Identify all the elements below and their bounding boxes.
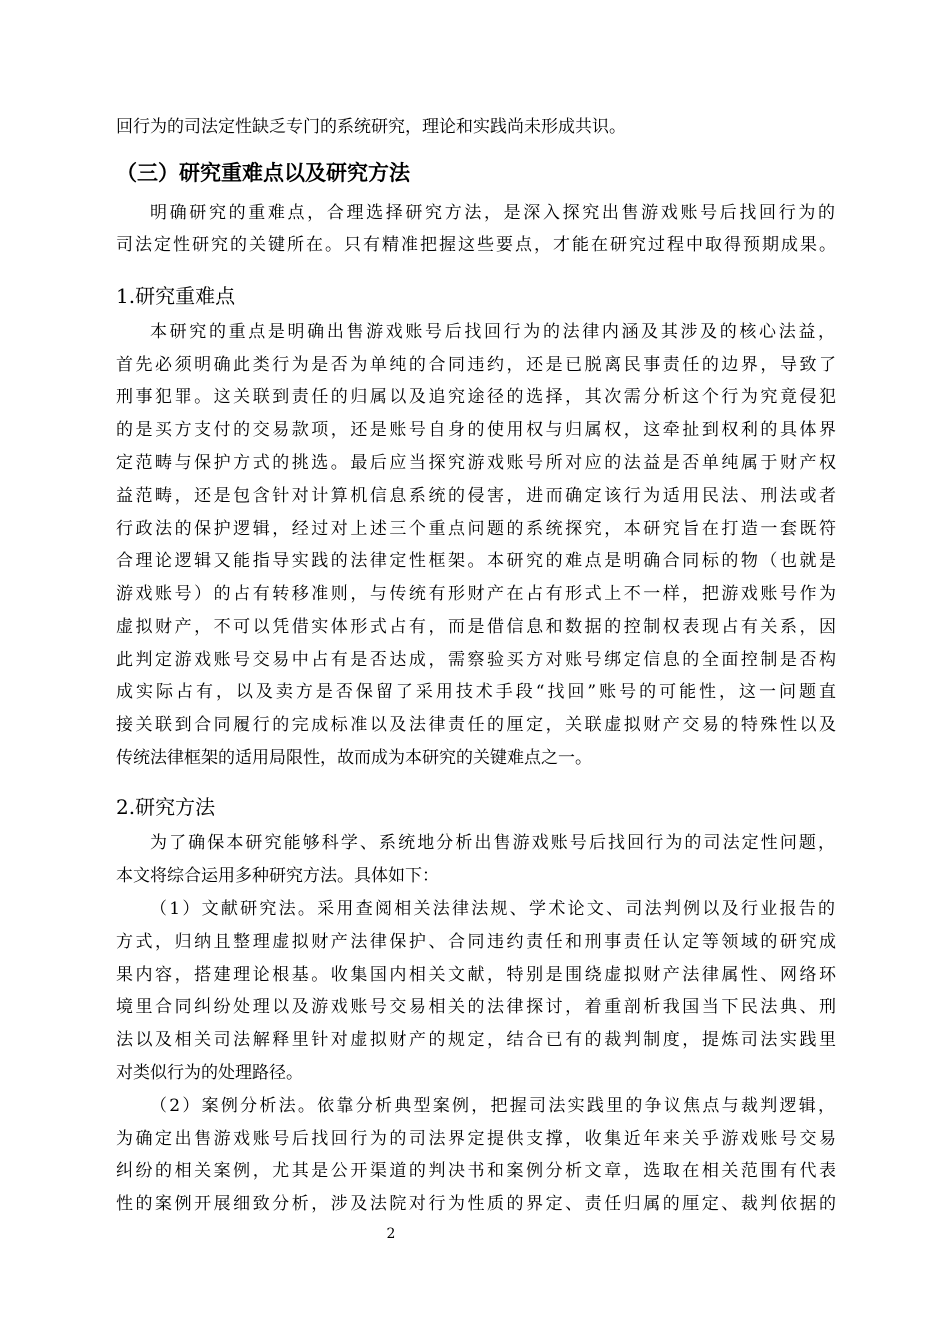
- paragraph-line: 纠纷的相关案例，尤其是公开渠道的判决书和案例分析文章，选取在相关范围有代表: [116, 1161, 836, 1181]
- subheading-2: 2.研究方法: [116, 795, 216, 819]
- paragraph-line: 传统法律框架的适用局限性，故而成为本研究的关键难点之一。: [116, 748, 592, 768]
- paragraph-line: 为了确保本研究能够科学、系统地分析出售游戏账号后找回行为的司法定性问题，: [150, 833, 835, 853]
- paragraph-line: 益范畴，还是包含针对计算机信息系统的侵害，进而确定该行为适用民法、刑法或者: [116, 486, 836, 506]
- paragraph-line: 本研究的重点是明确出售游戏账号后找回行为的法律内涵及其涉及的核心法益，: [150, 322, 835, 342]
- paragraph-line: 行政法的保护逻辑，经过对上述三个重点问题的系统探究，本研究旨在打造一套既符: [116, 519, 836, 539]
- paragraph-line: 接关联到合同履行的完成标准以及法律责任的厘定，关联虚拟财产交易的特殊性以及: [116, 715, 836, 735]
- paragraph-line: 合理论逻辑又能指导实践的法律定性框架。本研究的难点是明确合同标的物（也就是: [116, 551, 836, 571]
- paragraph-line: 回行为的司法定性缺乏专门的系统研究，理论和实践尚未形成共识。: [116, 117, 626, 137]
- paragraph-line: 此判定游戏账号交易中占有是否达成，需察验买方对账号绑定信息的全面控制是否构: [116, 650, 836, 670]
- page-number: 2: [386, 1226, 396, 1242]
- subheading-1: 1.研究重难点: [116, 284, 236, 308]
- paragraph-line: 定范畴与保护方式的挑选。最后应当探究游戏账号所对应的法益是否单纯属于财产权: [116, 453, 836, 473]
- paragraph-line: 对类似行为的处理路径。: [116, 1063, 303, 1083]
- paragraph-line: 法以及相关司法解释里针对虚拟财产的规定，结合已有的裁判制度，提炼司法实践里: [116, 1030, 836, 1050]
- section-heading-3: （三）研究重难点以及研究方法: [116, 160, 410, 185]
- paragraph-line: 方式，归纳且整理虚拟财产法律保护、合同违约责任和刑事责任认定等领域的研究成: [116, 932, 836, 952]
- paragraph-line: （2）案例分析法。依靠分析典型案例，把握司法实践里的争议焦点与裁判逻辑，: [150, 1096, 835, 1116]
- paragraph-line: 本文将综合运用多种研究方法。具体如下：: [116, 866, 439, 886]
- paragraph-line: 为确定出售游戏账号后找回行为的司法界定提供支撑，收集近年来关乎游戏账号交易: [116, 1129, 836, 1149]
- paragraph-line: 性的案例开展细致分析，涉及法院对行为性质的界定、责任归属的厘定、裁判依据的: [116, 1194, 836, 1214]
- paragraph-line: 明确研究的重难点，合理选择研究方法，是深入探究出售游戏账号后找回行为的: [150, 203, 835, 223]
- paragraph-line: 果内容，搭建理论根基。收集国内相关文献，特别是围绕虚拟财产法律属性、网络环: [116, 965, 836, 985]
- paragraph-line: 刑事犯罪。这关联到责任的归属以及追究途径的选择，其次需分析这个行为究竟侵犯: [116, 387, 836, 407]
- paragraph-line: 游戏账号）的占有转移准则，与传统有形财产在占有形式上不一样，把游戏账号作为: [116, 584, 836, 604]
- paragraph-line: 虚拟财产，不可以凭借实体形式占有，而是借信息和数据的控制权表现占有关系，因: [116, 617, 836, 637]
- paragraph-line: 首先必须明确此类行为是否为单纯的合同违约，还是已脱离民事责任的边界，导致了: [116, 355, 836, 375]
- paragraph-line: （1）文献研究法。采用查阅相关法律法规、学术论文、司法判例以及行业报告的: [150, 899, 835, 919]
- paragraph-line: 司法定性研究的关键所在。只有精准把握这些要点，才能在研究过程中取得预期成果。: [116, 235, 836, 255]
- paragraph-line: 的是买方支付的交易款项，还是账号自身的使用权与归属权，这牵扯到权利的具体界: [116, 420, 836, 440]
- paragraph-line: 成实际占有，以及卖方是否保留了采用技术手段“找回”账号的可能性，这一问题直: [116, 682, 836, 702]
- paragraph-line: 境里合同纠纷处理以及游戏账号交易相关的法律探讨，着重剖析我国当下民法典、刑: [116, 997, 836, 1017]
